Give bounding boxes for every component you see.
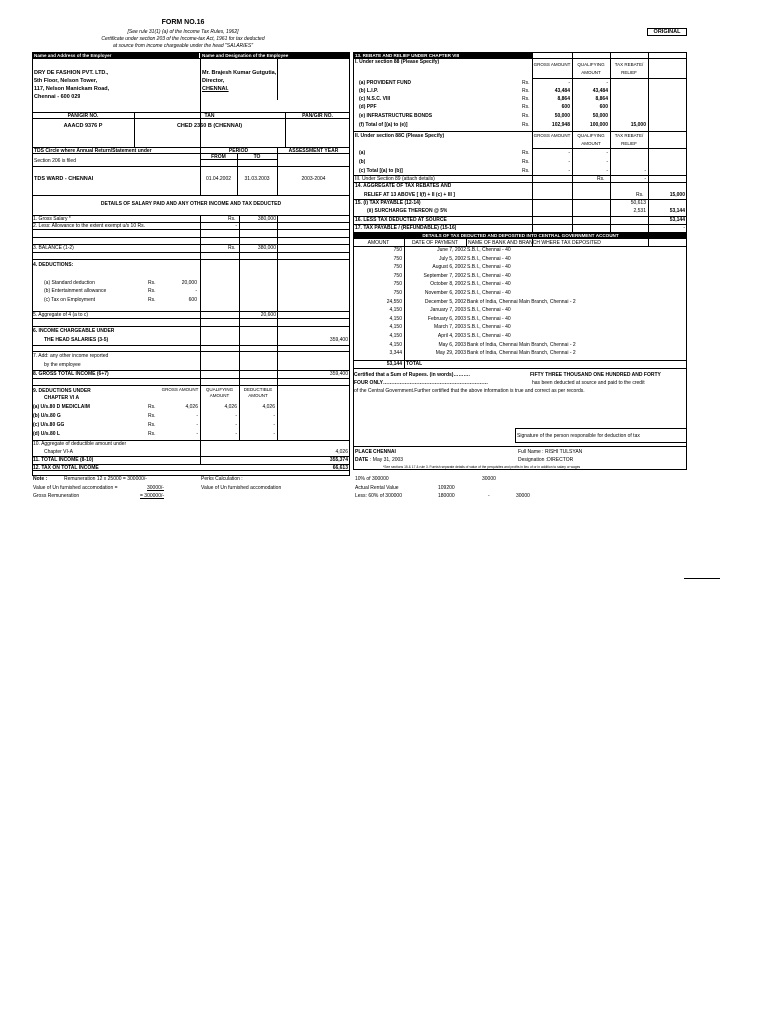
- footnote: *See sections 15 & 17 & rule 3. Furnish separate details of value of the perquisites and profits in lieu of or in addition to salary or wages: [383, 465, 581, 469]
- via-row-qualifying: -: [235, 431, 237, 437]
- entertainment-value: -: [195, 288, 197, 294]
- rebate-row-qualifying: 50,000: [592, 113, 608, 119]
- via-row-label: (a) U/s.80 D MEDICLAIM: [33, 404, 90, 410]
- rebate-row-label: (c) N.S.C. VIII: [359, 96, 391, 102]
- deposit-row-amount: 750: [393, 290, 402, 296]
- deposit-row-date: October 8, 2002: [430, 281, 466, 288]
- period-label: PERIOD: [228, 148, 249, 154]
- perks-pct-text: 10% of 300000: [355, 476, 389, 482]
- rebate88c-total-tax: -: [644, 168, 646, 174]
- employer-line-4: Chennai - 600 029: [34, 94, 81, 100]
- employee-line-2: Director,: [202, 78, 225, 84]
- balance-value: 380,000: [257, 245, 276, 251]
- deposit-row-amount: 750: [393, 247, 402, 253]
- rebate-row-gross: 50,000: [554, 113, 570, 119]
- employee-label: Name and Designation of the Employee: [201, 53, 349, 58]
- other-income-label-2: by the employee: [44, 362, 81, 368]
- via-row-label: (c) U/s.80 GG: [33, 422, 65, 428]
- tds-circle: TDS WARD - CHENNAI: [34, 176, 94, 182]
- rebate-row-label: (a) PROVIDENT FUND: [359, 80, 411, 86]
- surcharge-value: 2,531: [633, 208, 646, 214]
- header-salaries: at source from income chargeable under the head "SALARIES": [112, 43, 254, 49]
- rebate-row-rs: Rs.: [522, 80, 530, 86]
- aggregate-rebate-label-2: RELIEF AT 13 ABOVE [ I(f) + II (c) + III ]: [364, 192, 455, 198]
- aggregate-via-label-2: Chapter VI-A: [44, 449, 73, 455]
- to-label: TO: [253, 154, 261, 160]
- tax-refundable-value: -: [683, 225, 685, 231]
- certificate-line-2a: FOUR ONLY………………………………………………………: [354, 380, 488, 386]
- rebate88c-total-gross: -: [568, 168, 570, 174]
- deposit-heading: DETAILS OF TAX DEDUCTED AND DEPOSITED INTO CENTRAL GOVERNMENT ACCOUNT: [354, 233, 686, 238]
- deposit-row-amount: 4,150: [389, 315, 402, 322]
- deposit-row-amount: 24,550: [386, 298, 402, 305]
- deposit-row-date: July 5, 2002: [439, 255, 466, 262]
- tan-label: TAN: [204, 113, 215, 119]
- certificate-line-1b: FIFTY THREE THOUSAND ONE HUNDRED AND FORTY: [530, 372, 661, 378]
- deposit-row-amount: 4,150: [389, 333, 402, 339]
- pan-employer-label: PAN/GIR NO.: [67, 113, 99, 119]
- section-89-rs: Rs.: [597, 176, 605, 182]
- tax-employment-value: 600: [188, 297, 197, 303]
- details-heading: DETAILS OF SALARY PAID AND ANY OTHER INCOME AND TAX DEDUCTED: [100, 201, 282, 207]
- deposit-row-date: May 6, 2003: [438, 341, 466, 348]
- tan: CHED 2360 B (CHENNAI): [176, 123, 243, 129]
- section-89-value: -: [644, 176, 646, 182]
- perks-label: Perks Calculation :: [201, 476, 243, 482]
- deposit-row-date: November 6, 2002: [424, 290, 466, 296]
- rebate-total-tax: 15,000: [630, 122, 646, 128]
- gross-salary-label: 1. Gross Salary *: [33, 216, 71, 222]
- rebate-gross-label: GROSS AMOUNT: [533, 133, 571, 138]
- header-rule: [See rule 31(1) (a) of the Income Tax Rules, 1962]: [127, 29, 239, 35]
- original-badge: ORIGINAL: [653, 29, 681, 35]
- via-gross-label: GROSS AMOUNT: [161, 387, 199, 392]
- rebate-row-label: (d) PPF: [359, 104, 377, 110]
- allowance-label: 2. Less: Allowance to the extent exempt u/s 10 Rs.: [33, 223, 146, 229]
- balance-label: 3. BALANCE (1-2): [33, 245, 74, 251]
- less-60-label: Less: 60% of 300000: [355, 493, 402, 499]
- tax-refundable-label: 17. TAX PAYABLE / (REFUNDABLE) (15-16): [355, 225, 457, 231]
- tds-less-value: 53,144: [669, 217, 685, 223]
- unfurnished-label: Value of Un furnished accomodation =: [33, 485, 118, 491]
- entertainment-rs: Rs.: [148, 288, 156, 294]
- via-row-label: (d) U/s.80 L: [33, 431, 60, 437]
- place-value: : CHENNAI: [370, 449, 396, 455]
- designation: Designation :DIRECTOR: [518, 457, 574, 463]
- rebate-total-qualifying: 100,000: [589, 122, 608, 128]
- rebate88c-total-rs: Rs.: [522, 168, 530, 174]
- standard-deduction-value: 20,000: [181, 280, 197, 286]
- employee-line-1: Mr. Brajesh Kumar Gutgutia,: [202, 70, 277, 76]
- rebate-row-qualifying: 600: [599, 104, 608, 110]
- allowance-value: -: [235, 223, 237, 229]
- place-label: PLACE: [355, 449, 372, 455]
- via-row-rs: Rs.: [148, 404, 156, 410]
- gross-salary-rs: Rs.: [228, 216, 236, 222]
- deposit-col-date: DATE OF PAYMENT: [411, 240, 459, 246]
- deposit-row-amount: 750: [393, 272, 402, 279]
- actual-rental-value: 109200: [438, 485, 455, 491]
- via-row-gross: 4,026: [185, 404, 198, 410]
- stray-rule: [684, 578, 720, 579]
- via-row-deductible: -: [273, 413, 275, 419]
- income-chargeable-value: 359,400: [329, 337, 348, 343]
- from-label: FROM: [211, 154, 226, 160]
- deposit-row-bank: S.B.I., Chennai - 40: [467, 315, 511, 322]
- header-certificate: Certificate under section 203 of the Income-tax Act, 1961 for tax deducted: [101, 36, 265, 42]
- deposit-row-bank: S.B.I., Chennai - 40: [467, 307, 511, 314]
- deposit-row-date: August 6, 2002: [432, 264, 466, 271]
- rebate88c-row-rs: Rs.: [522, 150, 530, 156]
- deposit-row-amount: 750: [393, 264, 402, 271]
- deposit-row-bank: Bank of India, Chennai Main Branch, Chennai - 2: [467, 298, 576, 305]
- certificate-line-1a: Certified that a Sum of Rupees. (in words)……….: [354, 372, 470, 378]
- deposit-row-bank: S.B.I., Chennai - 40: [467, 281, 511, 288]
- standard-deduction-label: (a) Standard deduction: [44, 280, 95, 286]
- via-qualifying-label: QUALIFYING AMOUNT: [205, 387, 234, 398]
- via-row-gross: -: [196, 422, 198, 428]
- deposit-col-bank: NAME OF BANK AND BRANCH WHERE TAX DEPOSITED: [468, 240, 601, 246]
- rebate-row-gross: -: [568, 80, 570, 86]
- rebate88c-row-label: (b): [359, 159, 366, 165]
- deposit-row-bank: S.B.I., Chennai - 40: [467, 255, 511, 262]
- deposit-row-date: March 7, 2003: [434, 324, 466, 331]
- perks-pct-value: 30000: [482, 476, 496, 482]
- period-to: 31.03.2003: [244, 176, 270, 182]
- deposit-row-bank: S.B.I., Chennai - 40: [467, 290, 511, 296]
- via-row-rs: Rs.: [148, 422, 156, 428]
- rebate88c-row-label: (a): [359, 150, 366, 156]
- deposit-row-amount: 4,150: [389, 341, 402, 348]
- deposit-row-bank: Bank of India, Chennai Main Branch, Chennai - 2: [467, 341, 576, 348]
- income-chargeable-label-1: 6. INCOME CHARGEABLE UNDER: [33, 328, 115, 334]
- tax-with-surcharge-value: 53,144: [669, 208, 685, 214]
- rebate-total-gross: 102,948: [551, 122, 570, 128]
- unfurnished-label-2: Value of Un furnished accomodation: [201, 485, 282, 491]
- deposit-row-date: June 7, 2002: [437, 247, 466, 253]
- rebate-qualifying-label: QUALIFYING AMOUNT: [577, 133, 605, 146]
- pan-employee-label: PAN/GIR NO.: [302, 113, 333, 119]
- rebate88c-row-qualifying: -: [606, 159, 608, 165]
- rebate-heading: 13. REBATE AND RELIEF UNDER CHAPTER VIII: [354, 53, 532, 58]
- rebate-row-qualifying: 8,864: [595, 96, 608, 102]
- aggregate-rebate-value: 15,000: [669, 192, 685, 198]
- rebate-row-gross: 43,484: [554, 88, 570, 94]
- via-row-deductible: -: [273, 431, 275, 437]
- deposit-row-amount: 3,344: [389, 350, 402, 357]
- pan-employer: AAACD 9376 P: [63, 123, 103, 129]
- entertainment-label: (b) Entertainment allowance: [44, 288, 107, 294]
- aggregate-4-label: 5. Aggregate of 4 (a to c): [33, 312, 89, 318]
- rebate-row-rs: Rs.: [522, 88, 530, 94]
- other-income-label-1: 7. Add: any other income reported: [33, 353, 109, 359]
- gross-salary-value: 380,000: [257, 216, 276, 222]
- deposit-row-date: January 7, 2003: [430, 307, 466, 314]
- assessment-year: 2003-2004: [301, 176, 326, 182]
- gross-total-income-value: 359,400: [329, 371, 348, 377]
- via-row-gross: -: [196, 431, 198, 437]
- date-label: DATE: [355, 457, 369, 463]
- deposit-row-date: December 5, 2002: [424, 298, 466, 305]
- aggregate-via-label-1: 10. Aggregate of deductible amount under: [33, 441, 127, 447]
- rebate-row-rs: Rs.: [522, 113, 530, 119]
- less-60-value: 180000: [438, 493, 455, 499]
- employer-line-3: 117, Nelson Manickam Road,: [34, 86, 110, 92]
- deposit-col-amount: AMOUNT: [367, 240, 390, 246]
- unfurnished-value: 30000/-: [147, 485, 164, 491]
- rebate-row-gross: 8,864: [557, 96, 570, 102]
- via-row-label: (b) U/s.80 G: [33, 413, 61, 419]
- rebate88c-row-rs: Rs.: [522, 159, 530, 165]
- tax-employment-rs: Rs.: [148, 297, 156, 303]
- less-60-result: 30000: [516, 493, 530, 499]
- rebate-row-label: (e) INFRASTRUCTURE BONDS: [359, 113, 433, 119]
- deposit-row-bank: S.B.I., Chennai - 40: [467, 264, 511, 271]
- assessment-year-label: ASSESSMENT YEAR: [288, 148, 339, 154]
- via-row-rs: Rs.: [148, 431, 156, 437]
- employee-line-3: CHENNAI.: [202, 86, 229, 92]
- deposit-row-date: May 29, 2003: [435, 350, 466, 357]
- deductions-via-label-1: 9. DEDUCTIONS UNDER: [33, 388, 91, 394]
- period-from: 01.04.2002: [205, 176, 232, 182]
- balance-rs: Rs.: [228, 245, 236, 251]
- deposit-row-bank: S.B.I., Chennai - 40: [467, 324, 511, 331]
- rebate-row-qualifying: -: [606, 80, 608, 86]
- rebate-tax-label: TAX REBATE/ RELIEF: [614, 62, 644, 75]
- via-row-qualifying: 4,026: [224, 404, 237, 410]
- date-value: : May 31, 2003: [370, 457, 404, 463]
- rebate88c-total-qualifying: -: [606, 168, 608, 174]
- deposit-row-amount: 750: [393, 255, 402, 262]
- rebate88c-row-qualifying: -: [606, 150, 608, 156]
- deposit-row-date: February 6, 2003: [427, 315, 466, 322]
- aggregate-rebate-rs: Rs.: [636, 192, 644, 198]
- deposit-row-bank: Bank of India, Chennai Main Branch, Chennai - 2: [467, 350, 576, 357]
- tds-label-1: TDS Circle where Annual Return/Statement under: [34, 148, 152, 154]
- deductions-via-label-2: CHAPTER VI A: [44, 395, 80, 401]
- deposit-row-amount: 4,150: [389, 307, 402, 314]
- tax-on-total-income-value: 66,613: [332, 465, 348, 471]
- section-88c-label: II. Under section 88C (Please Specify): [355, 133, 445, 139]
- rebate-tax-label: TAX REBATE/ RELIEF: [614, 133, 644, 146]
- surcharge-label: (ii) SURCHARGE THEREON @ 5%: [367, 208, 448, 214]
- via-deductible-label: DEDUCTIBLE AMOUNT: [243, 387, 273, 398]
- gross-total-income-label: 8. GROSS TOTAL INCOME (6+7): [33, 371, 109, 377]
- tax-on-total-income-label: 12. TAX ON TOTAL INCOME: [33, 465, 99, 471]
- deposit-row-bank: S.B.I., Chennai - 40: [467, 333, 511, 339]
- via-row-rs: Rs.: [148, 413, 156, 419]
- total-income-label: 11. TOTAL INCOME (8-10): [33, 457, 94, 463]
- rebate-row-rs: Rs.: [522, 96, 530, 102]
- via-row-deductible: -: [273, 422, 275, 428]
- via-row-qualifying: -: [235, 422, 237, 428]
- rebate-qualifying-label: QUALIFYING AMOUNT: [577, 62, 605, 75]
- rebate-row-rs: Rs.: [522, 104, 530, 110]
- aggregate-via-value: 4,026: [335, 449, 348, 455]
- aggregate-rebate-label-1: 14. AGGREGATE OF TAX REBATES AND: [355, 183, 452, 189]
- rebate-row-gross: 600: [561, 104, 570, 110]
- deposit-row-bank: S.B.I., Chennai - 40: [467, 272, 511, 279]
- tds-less-label: 16. LESS TAX DEDUCTED AT SOURCE: [355, 217, 447, 223]
- deposit-row-bank: S.B.I., Chennai - 40: [467, 247, 511, 253]
- aggregate-4-value: 20,600: [260, 312, 276, 318]
- rebate-row-label: (b) L.I.P.: [359, 88, 379, 94]
- rebate-gross-label: GROSS AMOUNT: [533, 62, 571, 67]
- tax-payable-label: 15. (i) TAX PAYABLE (12-14): [355, 200, 421, 206]
- signature-label: Signature of the person responsible for deduction of tax: [517, 433, 640, 439]
- tds-label-2: Section 206 is filed: [34, 158, 76, 164]
- full-name: Full Name : RISHI TULSYAN: [518, 449, 583, 455]
- rebate88c-row-gross: -: [568, 159, 570, 165]
- remuneration-calc: Remuneration 12 x 25000 = 300000/-: [64, 476, 147, 482]
- deposit-row-date: September 7, 2002: [423, 272, 466, 279]
- standard-deduction-rs: Rs.: [148, 280, 156, 286]
- gross-remuneration-value: = 300000/-: [140, 493, 165, 499]
- deposit-total-label: TOTAL: [406, 361, 423, 367]
- deposit-total-value: 53,144: [386, 361, 402, 367]
- employer-line-2: 5th Floor, Nelson Tower,: [34, 78, 98, 84]
- less-60-dash: -: [488, 493, 490, 499]
- certificate-line-3: of the Central Government.Further certified that the above information is true and correct as per records.: [354, 388, 585, 394]
- form-title: FORM NO.16: [161, 19, 205, 26]
- via-row-deductible: 4,026: [262, 404, 275, 410]
- employer-label: Name and Address of the Employer: [33, 53, 199, 58]
- deposit-row-date: April 4, 2003: [437, 333, 466, 339]
- via-row-gross: -: [196, 413, 198, 419]
- rebate88c-total-label: (c) Total [(a) to (b)]: [359, 168, 403, 174]
- deposit-row-amount: 4,150: [389, 324, 402, 331]
- rebate-row-qualifying: 43,484: [592, 88, 608, 94]
- actual-rental-label: Actual Rental Value: [355, 485, 399, 491]
- via-row-qualifying: -: [235, 413, 237, 419]
- employer-line-1: DRY DE FASHION PVT. LTD.,: [34, 70, 109, 76]
- deductions-label: 4. DEDUCTIONS:: [33, 262, 74, 268]
- section-89-label: III. Under Section 89 (attach details): [355, 176, 435, 182]
- rebate-total-label: (f) Total of [(a) to (e)]: [359, 122, 408, 128]
- deposit-row-amount: 750: [393, 281, 402, 288]
- tax-payable-value: 50,613: [630, 200, 646, 206]
- certificate-line-2b: has been deducted at source and paid to the credit: [532, 380, 645, 386]
- gross-remuneration-label: Gross Remuneration: [33, 493, 80, 499]
- rebate88c-row-gross: -: [568, 150, 570, 156]
- income-chargeable-label-2: THE HEAD SALARIES (3-5): [44, 337, 109, 343]
- note-label: Note :: [33, 476, 48, 482]
- total-income-value: 355,374: [329, 457, 348, 463]
- section-88-label: I. Under section 88 (Please Specify): [355, 59, 440, 65]
- tax-employment-label: (c) Tax on Employment: [44, 297, 96, 303]
- rebate-total-rs: Rs.: [522, 122, 530, 128]
